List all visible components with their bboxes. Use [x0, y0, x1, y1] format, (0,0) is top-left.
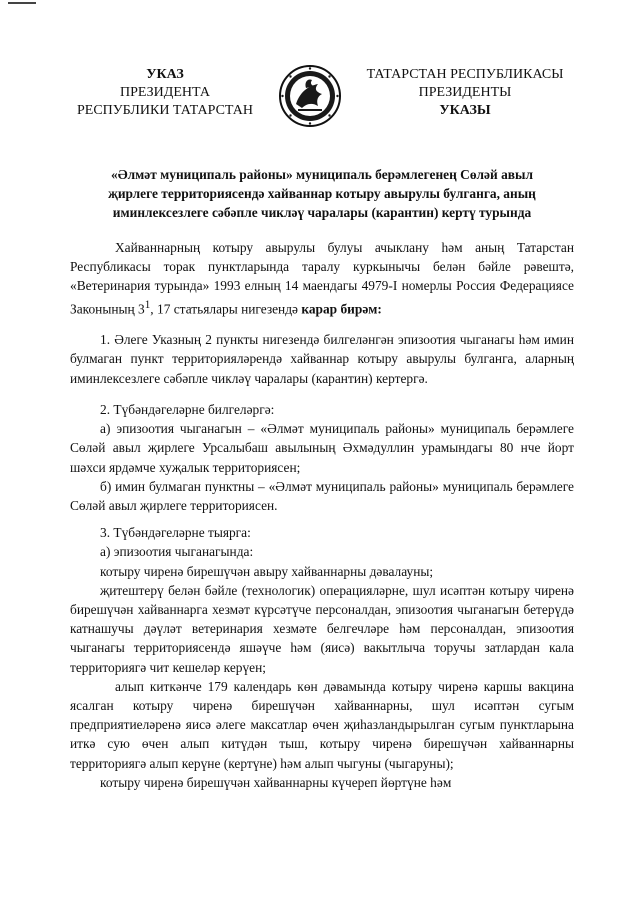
header-right-line1: ТАТАРСТАН РЕСПУБЛИКАСЫ	[366, 67, 564, 82]
scan-mark	[8, 2, 36, 4]
header-left	[60, 66, 270, 120]
header-right	[360, 66, 570, 120]
tatarstan-emblem-icon	[278, 64, 342, 128]
item-3-heading: 3. Түбәндәгеләрне тыярга:	[100, 525, 251, 541]
item-1: 1. Әлеге Указның 2 пункты нигезендә билгеләнгән эпизоотия чыганагы һәм имин булмаган пункт территорияләрендә хайваннар котыру авырулы булганга, аларның иминлексезлеге сәбәпле чикләү чаралары (карантин) кертергә.	[70, 332, 574, 386]
header-right-line2: ПРЕЗИДЕНТЫ	[418, 85, 512, 100]
item-3a: а) эпизоотия чыганагында:	[100, 544, 254, 560]
title-line1: «Әлмәт муниципаль районы» муниципаль берәмлегенең Сөләй авыл	[111, 167, 533, 182]
preamble-text2: , 17 статьялары нигезендә	[150, 301, 302, 317]
header-left-line2: ПРЕЗИДЕНТА	[120, 85, 210, 100]
preamble-text1: Хайваннарның котыру авырулы булуы ачыклану һәм аның Татарстан Республикасы торак пунктларында таралу куркынычы белән бәйле рәвештә, «Ветеринария турында» 1993 елның 14 маендагы 4979-I номерлы Россия Федерациясе Законының 3	[70, 240, 574, 317]
title-line3: иминлексезлеге сәбәпле чикләү чаралары (карантин) кертү турында	[112, 205, 532, 220]
item-2b: б) имин булмаган пунктны – «Әлмәт муниципаль районы» муниципаль берәмлеге Сөләй авыл җирлеге территориясен.	[70, 478, 574, 513]
document-title	[72, 165, 572, 222]
preamble-paragraph	[70, 238, 574, 318]
item-2a: а) эпизоотия чыганагын – «Әлмәт муниципаль районы» муниципаль берәмлеге Сөләй авыл җирлеге Урсалыбаш авылының Әхмәдуллин урамындагы 80 нче йорт шәхси ярдәмче хуҗалык территориясен;	[70, 421, 574, 475]
item-2-heading: 2. Түбәндәгеләрне билгеләргә:	[100, 401, 275, 417]
item-3-para4: котыру чиренә бирешүчән хайваннарны күчереп йөртүне һәм	[100, 774, 452, 790]
item-3-para1: котыру чиренә бирешүчән авыру хайваннарны дәвалауны;	[100, 563, 434, 579]
title-line2: җирлеге территориясендә хайваннар котыру авырулы булганга, аның	[108, 186, 536, 201]
header-left-line1: УКАЗ	[146, 67, 184, 82]
item-3-para3: алып киткәнче 179 календарь көн дәвамында котыру чиренә каршы вакцина ясалган котыру чиренә бирешүчән хайваннарны, шул исәптән сугым предприятиеләренә яисә әлеге максатлар өчен җиһазландырылган сугым пунктларына иткә сую өчен алып китүдән тыш, котыру чиренә бирешүчән хайваннарны территориягә алып керүне (кертүне) һәм алып чыгуны (чыгаруны);	[70, 678, 574, 771]
header-left-line3: РЕСПУБЛИКИ ТАТАРСТАН	[76, 103, 253, 118]
item-3-para2: җитештерү белән бәйле (технологик) операцияләрне, шул исәптән котыру чиренә бирешүчән хайваннарга хезмәт күрсәтүче персоналдан, эпизоотия чыганагын бетерүдә катнашучы дәүләт ветеринария хезмәте белгечләре һәм персоналдан, эпизоотия чыганагы территориясендә яшәүче һәм (яисә) вакытлыча торучы затлардан кала территориягә чит кешеләр керүен;	[70, 582, 574, 675]
preamble-decision: карар бирәм:	[301, 301, 382, 317]
document-body	[70, 238, 574, 792]
header-right-line3: УКАЗЫ	[439, 103, 491, 118]
preamble-superscript: 1	[144, 298, 151, 311]
